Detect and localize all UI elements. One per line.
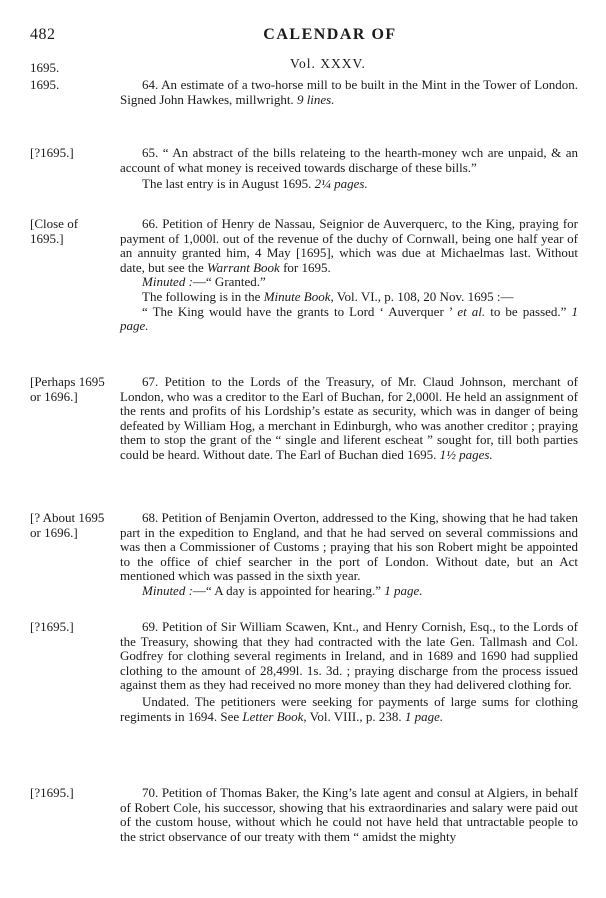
entry-text (120, 78, 578, 107)
minuted-label: Minuted : (142, 274, 193, 290)
entry-date: [? About 1695 or 1696.] (30, 510, 105, 540)
entry-text (120, 620, 578, 724)
entry-body: 65. “ An abstract of the bills relateing to the hearth-money wch are unpaid, & an account of what money is received towards discharge of these bills.” (120, 145, 578, 175)
entry-note-end: , Vol. VIII., p. 238. (303, 708, 402, 724)
entry-body-end: for 1695. (279, 259, 331, 275)
quote-italic: et al. (457, 303, 486, 319)
entry-extent: 1 page. (120, 303, 579, 334)
entry-text (120, 786, 578, 844)
entry-date: [Perhaps 1695 or 1696.] (30, 374, 105, 404)
minuted-text: —“ Granted.” (192, 274, 266, 290)
entry-body: 69. Petition of Sir William Scawen, Knt., and Henry Cornish, Esq., to the Lords of the Treasury, showing that they had contracted with the late Gen. Tallmash and Col. Godfrey for clothing several regiments in Ireland, and in 1689 and 1690 had supplied clothing to the amount of 28,499l. 1s. 3d. ; praying discharge from the process issued against them as they had received no more money than they had delivered clothing for. (120, 619, 578, 693)
entry-date: [?1695.] (30, 619, 74, 634)
follow-text: The following is in the (142, 288, 264, 304)
page-header (30, 26, 590, 48)
entry-note: Undated. The petitioners were seeking for payments of large sums for clothing regiments in 1694. See (120, 693, 578, 724)
entry-extent: 1½ pages. (439, 446, 493, 462)
entry-body-italic: Warrant Book (207, 259, 280, 275)
entry-extent: 2¼ pages. (314, 176, 368, 192)
follow-text-end: , Vol. VI., p. 108, 20 Nov. 1695 :— (330, 288, 514, 304)
entry-text (120, 217, 578, 334)
minuted-label: Minuted : (142, 582, 193, 598)
entry-extent: 9 lines. (296, 91, 335, 107)
minuted-text: —“ A day is appointed for hearing.” (192, 582, 381, 598)
entry-date: 1695. (30, 77, 60, 92)
running-head: CALENDAR OF (263, 26, 397, 43)
quote-text: “ The King would have the grants to Lord ‘ Auverquer ’ (142, 303, 458, 319)
entry-extent: 1 page. (404, 708, 444, 724)
entry-extent: 1 page. (384, 582, 423, 598)
page-number: 482 (30, 26, 56, 43)
entry-date: [Close of 1695.] (30, 216, 79, 246)
entry-text (120, 146, 578, 192)
entry-body: 66. Petition of Henry de Nassau, Seignior de Auverquerc, to the King, praying for payment of 1,000l. out of the revenue of the duchy of Cornwall, being one half year of an annuity granted him, 4 May [1695], which was due at Michaelmas last. Without date, but see the (120, 216, 578, 275)
volume-heading: Vol. XXXV. (290, 56, 366, 71)
entry-text (120, 375, 578, 463)
entry-date: [?1695.] (30, 785, 74, 800)
entry-body: 70. Petition of Thomas Baker, the King’s late agent and consul at Algiers, in behalf of Robert Cole, his successor, showing that his extraordinaries and salary were paid out of the custom house, without which he could not have held that untractable people to the strict observance of our treaty with them “ amidst the mighty (120, 785, 578, 844)
follow-italic: Minute Book (263, 288, 331, 304)
entry-body: 67. Petition to the Lords of the Treasury, of Mr. Claud Johnson, merchant of London, who was a creditor to the Earl of Buchan, for 2,000l. He held an assignment of the rents and profits of his Lordship’s estate as security, which was in danger of being defeated by William Hog, a merchant in Edinburgh, who was another creditor ; praying them to stop the grant of the “ single and liferent escheat ” sought for, till both parties could be heard. Without date. The Earl of Buchan died 1695. (120, 374, 578, 462)
entry-note: The last entry is in August 1695. (142, 176, 312, 192)
entry-body: 68. Petition of Benjamin Overton, addressed to the King, showing that he had taken part in the expedition to England, and that he had served on several commissions and was then a Commissioner of Customs ; praying that his son Robert might be appointed to the office of chief searcher in the port of London. Without date, but an Act mentioned which was passed in the sixth year. (120, 510, 578, 584)
entry-date: [?1695.] (30, 145, 74, 160)
margin-year: 1695. (30, 60, 60, 75)
entry-body: 64. An estimate of a two-horse mill to be built in the Mint in the Tower of London. Signed John Hawkes, millwright. (120, 77, 578, 107)
entry-note-italic: Letter Book (242, 708, 304, 724)
quote-text-end: to be passed.” (485, 303, 567, 319)
entry-text (120, 511, 578, 599)
